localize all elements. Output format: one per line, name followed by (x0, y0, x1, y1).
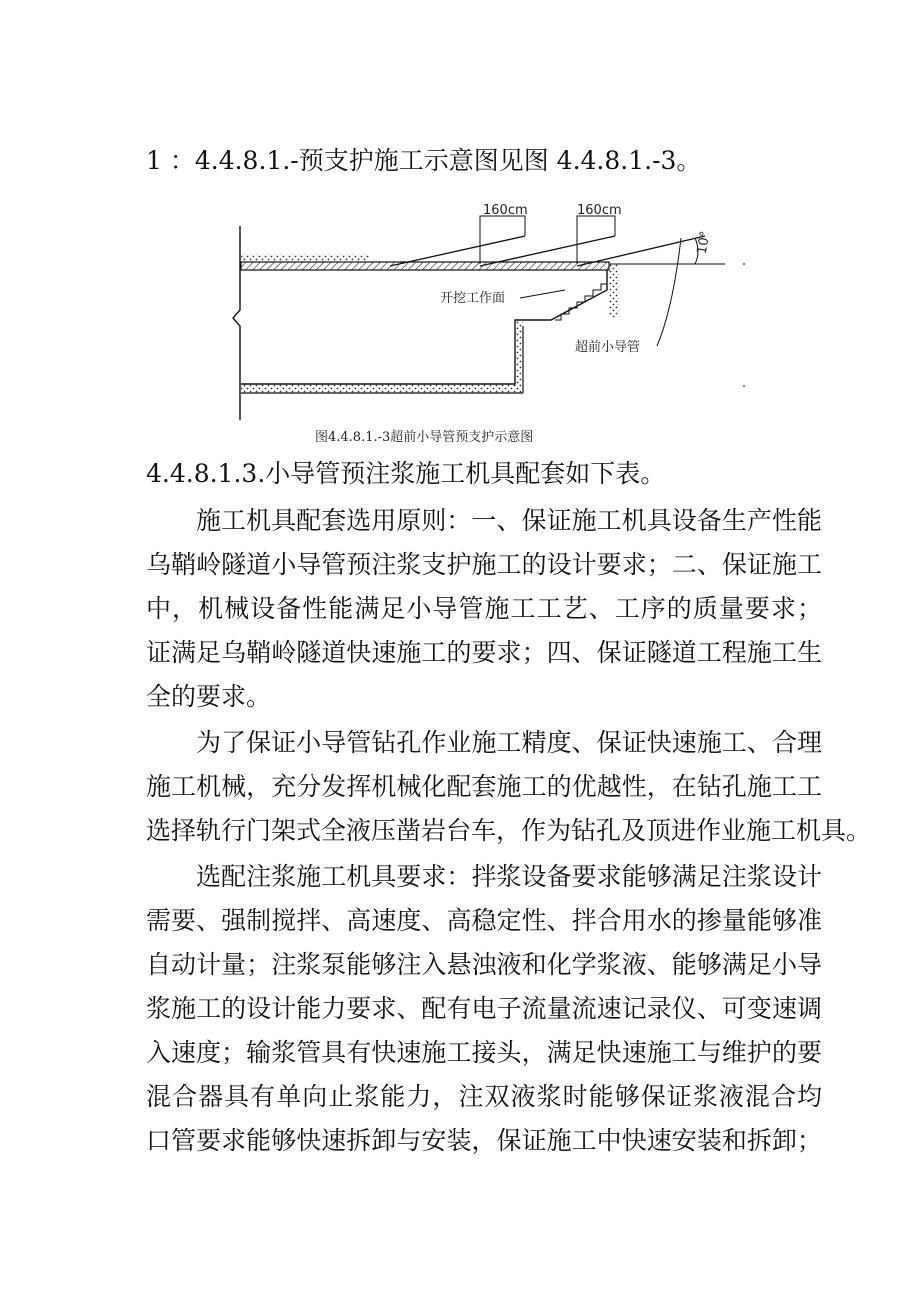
dim-label-1: 160cm (483, 203, 528, 218)
para3-line-4: 浆施工的设计能力要求、配有电子流量流速记录仪、可变速调 (146, 994, 822, 1023)
soil-step (515, 320, 523, 386)
excavation-outline (241, 270, 607, 384)
soil-face-right (609, 264, 619, 318)
face-leader (520, 290, 565, 298)
soil-floor (241, 384, 521, 393)
left-wall-line (233, 226, 240, 420)
para1-line-5: 全的要求。 (146, 682, 272, 711)
label-excavation-face: 开挖工作面 (440, 291, 506, 306)
para3-line-7: 口管要求能够快速拆卸与安装，保证施工中快速安装和拆卸； (146, 1126, 822, 1155)
para1-line-2: 乌鞘岭隧道小导管预注浆支护施工的设计要求；二、保证施工 (146, 550, 822, 579)
dim-bracket-1 (480, 216, 525, 264)
heading-line: 1 ：4.4.8.1.-预支护施工示意图见图 4.4.8.1.-3。 (146, 146, 702, 175)
para2-line-1: 为了保证小导管钻孔作业施工精度、保证快速施工、合理 (196, 728, 822, 757)
figure-caption: 图4.4.8.1.-3超前小导管预支护示意图 (315, 430, 534, 445)
para2-line-2: 施工机械，充分发挥机械化配套施工的优越性，在钻孔施工工 (146, 772, 822, 801)
para3-line-5: 入速度；输浆管具有快速施工接头，满足快速施工与维护的要 (146, 1038, 822, 1067)
angle-label: 10° (694, 229, 714, 256)
para1-line-3: 中，机械设备性能满足小导管施工工艺、工序的质量要求； (146, 594, 822, 623)
support-plate (241, 262, 609, 270)
section-title: 4.4.8.1.3.小导管预注浆施工机具配套如下表。 (146, 459, 666, 488)
para3-line-6: 混合器具有单向止浆能力，注双液浆时能够保证浆液混合均 (146, 1082, 822, 1111)
label-advance-pipe: 超前小导管 (575, 340, 641, 355)
dim-label-2: 160cm (577, 203, 622, 218)
para1-line-4: 证满足乌鞘岭隧道快速施工的要求；四、保证隧道工程施工生 (146, 638, 822, 667)
para2-line-3: 选择轨行门架式全液压凿岩台车，作为钻孔及顶进作业施工机具。 (146, 816, 872, 845)
soil-top-left (241, 254, 369, 262)
para3-line-1: 选配注浆施工机具要求：拌浆设备要求能够满足注浆设计 (196, 862, 822, 891)
pre-support-diagram (225, 198, 765, 428)
para3-line-3: 自动计量；注浆泵能够注入悬浊液和化学浆液、能够满足小导 (146, 950, 822, 979)
para1-line-1: 施工机具配套选用原则：一、保证施工机具设备生产性能 (196, 506, 822, 535)
para3-line-2: 需要、强制搅拌、高速度、高稳定性、拌合用水的掺量能够准 (146, 906, 822, 935)
excavation-steps (555, 284, 607, 320)
pipe-leader (657, 238, 681, 346)
